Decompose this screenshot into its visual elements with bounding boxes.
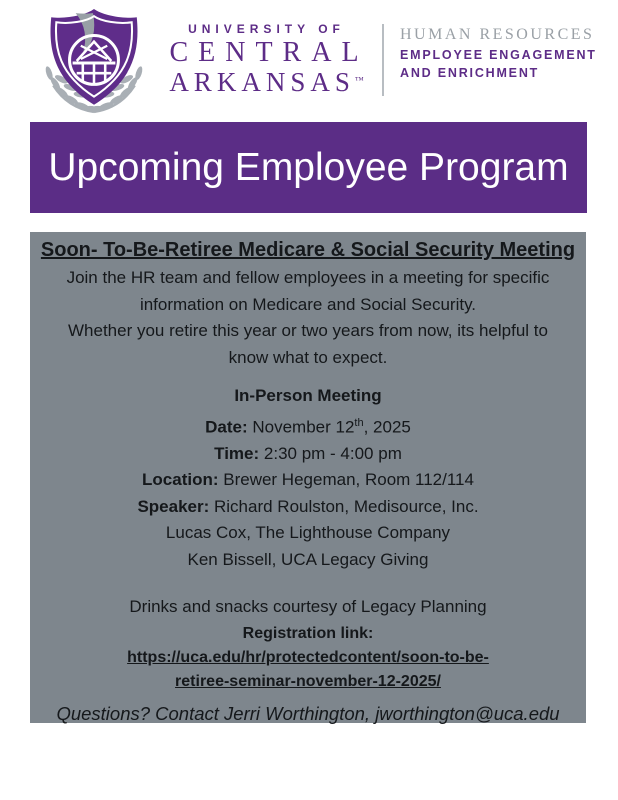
registration-link-line-1[interactable]	[30, 646, 586, 670]
uca-shield-logo	[38, 6, 150, 118]
human-resources-label: HUMAN RESOURCES	[400, 26, 595, 43]
event-title: Soon- To-Be-Retiree Medicare & Social Security Meeting	[40, 239, 576, 261]
meeting-time: Time: 2:30 pm - 4:00 pm	[214, 443, 402, 463]
meeting-speaker: Speaker: Richard Roulston, Medisource, Inc.	[137, 496, 479, 516]
speaker-label: Speaker:	[137, 496, 210, 516]
program-banner	[30, 122, 587, 213]
intro-line: know what to expect.	[228, 347, 388, 367]
intro-line: Join the HR team and fellow employees in a meeting for specific	[66, 268, 550, 287]
arkansas-label: ARKANSAS™	[169, 67, 364, 97]
registration-link-line-2[interactable]	[30, 670, 586, 694]
time-label: Time:	[214, 443, 260, 463]
meeting-speaker-3: Ken Bissell, UCA Legacy Giving	[187, 549, 429, 569]
intro-line: information on Medicare and Social Security.	[139, 294, 477, 314]
uca-shield-icon	[38, 6, 150, 118]
registration-label: Registration link:	[242, 625, 374, 643]
header-divider	[382, 24, 384, 96]
date-superscript: th	[354, 416, 364, 429]
intro-line: Whether you retire this year or two years from now, its helpful to	[68, 321, 548, 340]
registration-link[interactable]: retiree-seminar-november-12-2025/	[175, 672, 441, 690]
event-details-box	[30, 232, 586, 723]
university-wordmark	[158, 22, 370, 97]
contact-note: Questions? Contact Jerri Worthington, jworthington@uca.edu	[56, 703, 560, 725]
date-label: Date:	[205, 417, 248, 437]
university-of-label: UNIVERSITY OF	[188, 22, 345, 36]
central-label: CENTRAL	[169, 37, 369, 68]
meeting-date: Date: November 12th, 2025	[205, 416, 411, 437]
registration-link[interactable]: https://uca.edu/hr/protectedcontent/soon-to-be-	[127, 649, 489, 667]
and-enrichment-label: AND ENRICHMENT	[400, 66, 540, 80]
meeting-details	[30, 383, 586, 573]
employee-engagement-label: EMPLOYEE ENGAGEMENT	[400, 48, 597, 62]
event-intro	[30, 265, 586, 371]
banner-title: Upcoming Employee Program	[48, 145, 569, 189]
registration-block	[30, 621, 586, 693]
trademark-symbol: ™	[354, 75, 364, 85]
location-label: Location:	[142, 470, 219, 490]
department-wordmark	[400, 26, 597, 80]
meeting-location: Location: Brewer Hegeman, Room 112/114	[142, 470, 474, 490]
meeting-speaker-2: Lucas Cox, The Lighthouse Company	[165, 523, 451, 543]
refreshments-note: Drinks and snacks courtesy of Legacy Planning	[129, 597, 487, 617]
header	[0, 0, 618, 122]
meeting-type-label: In-Person Meeting	[234, 386, 382, 405]
